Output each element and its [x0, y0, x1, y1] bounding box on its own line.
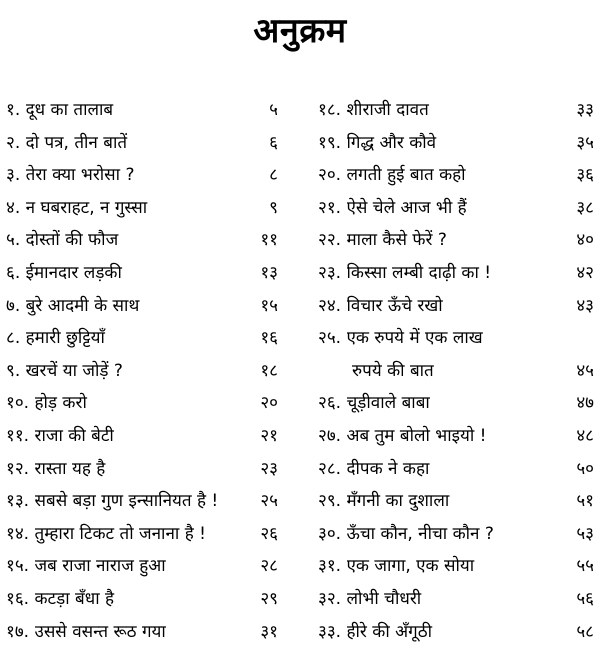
entry-title: न घबराहट, न गुस्सा [26, 192, 244, 225]
entry-number: १३. [6, 485, 29, 518]
toc-entry [318, 192, 594, 225]
entry-page: १८ [244, 355, 278, 388]
toc-entry [6, 387, 278, 420]
entry-number: १९. [318, 127, 341, 160]
toc-entry [318, 224, 594, 257]
entry-page: ५३ [560, 518, 594, 551]
entry-page: ५० [560, 453, 594, 486]
entry-page: ४० [560, 224, 594, 257]
entry-number: २९. [318, 485, 341, 518]
entry-page: ४५ [560, 355, 594, 388]
entry-number: २६. [318, 387, 341, 420]
toc-entry [6, 127, 278, 160]
toc-entry [318, 616, 594, 648]
entry-title: लगती हुई बात कहो [347, 159, 561, 192]
entry-title: ऐसे चेले आज भी हैं [347, 192, 561, 225]
entry-page: ५ [244, 94, 278, 127]
toc-entry [318, 387, 594, 420]
entry-page: ११ [244, 224, 278, 257]
entry-title: विचार ऊँचे रखो [347, 290, 561, 323]
toc-entry [6, 192, 278, 225]
entry-page: ९ [244, 192, 278, 225]
entry-page: ५१ [560, 485, 594, 518]
entry-number: १२. [6, 453, 29, 486]
entry-title: गिद्ध और कौवे [347, 127, 561, 160]
entry-title: दो पत्र, तीन बातें [26, 127, 244, 160]
toc-entry [318, 257, 594, 290]
entry-page: ४७ [560, 387, 594, 420]
entry-title: दीपक ने कहा [347, 453, 561, 486]
entry-number: १८. [318, 94, 341, 127]
entry-title: सबसे बड़ा गुण इन्सानियत है ! [35, 485, 245, 518]
toc-entry [6, 453, 278, 486]
entry-page: ३३ [560, 94, 594, 127]
entry-title: हीरे की अँगूठी [347, 616, 561, 648]
toc-entry [318, 94, 594, 127]
toc-entry [318, 453, 594, 486]
toc-entry-continuation [318, 355, 594, 388]
entry-number: २४. [318, 290, 341, 323]
toc-entry [318, 485, 594, 518]
entry-number: १५. [6, 550, 29, 583]
entry-page: २९ [244, 583, 278, 616]
entry-number: ३३. [318, 616, 341, 648]
toc-entry [318, 420, 594, 453]
toc-entry [6, 257, 278, 290]
entry-page: ४३ [560, 290, 594, 323]
entry-title: किस्सा लम्बी दाढ़ी का ! [347, 257, 561, 290]
entry-title: माला कैसे फेरें ? [347, 224, 561, 257]
entry-number: १४. [6, 518, 29, 551]
entry-title: तेरा क्या भरोसा ? [26, 159, 244, 192]
entry-title: लोभी चौधरी [347, 583, 561, 616]
entry-number: २. [6, 127, 20, 160]
entry-number: ७. [6, 290, 20, 323]
toc-entry [6, 583, 278, 616]
entry-number: ८. [6, 322, 20, 355]
toc-left-column [6, 94, 278, 648]
entry-title: चूड़ीवाले बाबा [347, 387, 561, 420]
entry-title: ईमानदार लड़की [26, 257, 244, 290]
toc-entry [6, 550, 278, 583]
entry-title: कटड़ा बँधा है [35, 583, 245, 616]
entry-number: २८. [318, 453, 341, 486]
entry-number: ९. [6, 355, 20, 388]
entry-page: ८ [244, 159, 278, 192]
entry-number: ३१. [318, 550, 341, 583]
entry-page: ३८ [560, 192, 594, 225]
entry-number: १७. [6, 616, 29, 648]
toc-entry [6, 224, 278, 257]
toc-entry [318, 127, 594, 160]
entry-number: २७. [318, 420, 341, 453]
entry-title: ऊँचा कौन, नीचा कौन ? [347, 518, 561, 551]
entry-page: ३५ [560, 127, 594, 160]
toc-entry [6, 616, 278, 648]
entry-title: होड़ करो [35, 387, 245, 420]
entry-title: एक जागा, एक सोया [347, 550, 561, 583]
entry-number: ६. [6, 257, 20, 290]
toc-entry [6, 94, 278, 127]
toc-entry [318, 290, 594, 323]
entry-page: ३१ [244, 616, 278, 648]
entry-title: राजा की बेटी [35, 420, 245, 453]
entry-number: ३०. [318, 518, 341, 551]
entry-page: १५ [244, 290, 278, 323]
toc-entry [318, 159, 594, 192]
toc-entry [318, 583, 594, 616]
entry-page: २३ [244, 453, 278, 486]
entry-number: ३. [6, 159, 20, 192]
entry-title: हमारी छुट्टियाँ [26, 322, 244, 355]
entry-number: ३२. [318, 583, 341, 616]
entry-page: २५ [244, 485, 278, 518]
entry-title: एक रुपये में एक लाख [347, 322, 561, 355]
entry-title: शीराजी दावत [347, 94, 561, 127]
entry-title: अब तुम बोलो भाइयो ! [347, 420, 561, 453]
entry-number: २२. [318, 224, 341, 257]
entry-page: ५५ [560, 550, 594, 583]
entry-title: रास्ता यह है [35, 453, 245, 486]
entry-number: २०. [318, 159, 341, 192]
entry-page: १३ [244, 257, 278, 290]
entry-title: दूध का तालाब [26, 94, 244, 127]
entry-title: उससे वसन्त रूठ गया [35, 616, 245, 648]
entry-page: ६ [244, 127, 278, 160]
toc-entry [6, 355, 278, 388]
entry-page: २० [244, 387, 278, 420]
toc-entry [6, 322, 278, 355]
entry-number: ५. [6, 224, 20, 257]
toc-entry [318, 550, 594, 583]
entry-number: २१. [318, 192, 341, 225]
entry-title: खरचें या जोड़ें ? [26, 355, 244, 388]
entry-page: ५८ [560, 616, 594, 648]
toc-entry [318, 322, 594, 355]
entry-page: ४८ [560, 420, 594, 453]
entry-number: १०. [6, 387, 29, 420]
entry-title: दोस्तों की फौज [26, 224, 244, 257]
entry-number: ४. [6, 192, 20, 225]
entry-page: १६ [244, 322, 278, 355]
entry-title: तुम्हारा टिकट तो जनाना है ! [35, 518, 245, 551]
toc-right-column [318, 94, 594, 648]
toc-entry [6, 518, 278, 551]
entry-number: १६. [6, 583, 29, 616]
toc-entry [6, 420, 278, 453]
entry-page: २१ [244, 420, 278, 453]
entry-page: ३६ [560, 159, 594, 192]
toc-entry [6, 485, 278, 518]
entry-page: ५६ [560, 583, 594, 616]
entry-number: २५. [318, 322, 341, 355]
entry-page: ४२ [560, 257, 594, 290]
toc-entry [6, 159, 278, 192]
entry-title: जब राजा नाराज हुआ [35, 550, 245, 583]
entry-title: मँगनी का दुशाला [347, 485, 561, 518]
entry-number: ११. [6, 420, 29, 453]
entry-title: रुपये की बात [318, 355, 560, 388]
toc-entry [318, 518, 594, 551]
entry-title: बुरे आदमी के साथ [26, 290, 244, 323]
toc-entry [6, 290, 278, 323]
entry-page: २६ [244, 518, 278, 551]
entry-number: २३. [318, 257, 341, 290]
page-title: अनुक्रम [0, 6, 600, 52]
entry-number: १. [6, 94, 20, 127]
entry-page: २८ [244, 550, 278, 583]
